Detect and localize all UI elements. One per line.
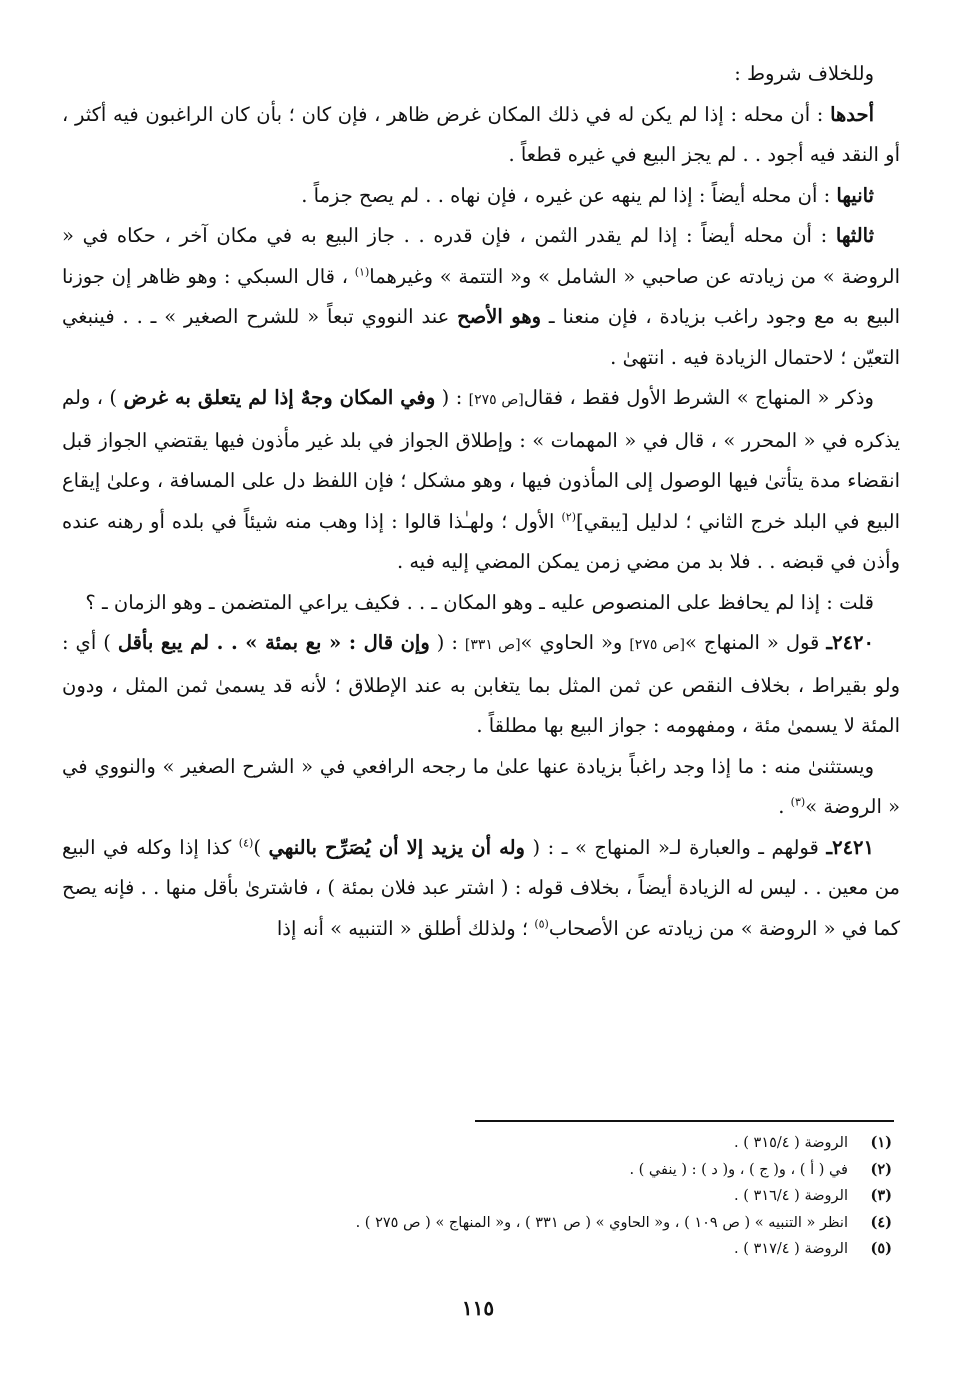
condition-text: : أن محله : إذا لم يكن له في ذلك المكان غرض ظاهر ، فإن كان ؛ بأن كان الراغبون فيه أكثر ، أو النقد فيه أجود . . لم يجز البيع في غيره قطعاً .: [62, 102, 900, 166]
footnote-item: [62, 1183, 892, 1210]
section-number: ٢٤٢١ـ: [826, 835, 874, 859]
body-text: ): [253, 835, 269, 859]
body-text: ) ، ولم يذكره في « المحرر » ، قال في « المهمات » : وإطلاق الجواز في بلد غير مأذون فيها يقتضي الجواز قبل انقضاء مدة يتأتىٰ فيها الوصول إلى المأذون فيها ، وهو مشكل ؛ فإن اللفظ دل على المسافة ، وعلىٰ إيقاع البيع في البلد خرج الثاني ؛ لدليل [يبقي]: [62, 386, 900, 533]
body-text: ) أي : ولو بقيراط ، بخلاف النقص عن ثمن المثل بما يتغابن به عند الإطلاق ؛ لأنه قد يسمىٰ ثمن المثل ، ودون المئة لا يسمىٰ مئة ، ومفهومه : جواز البيع بها مطلقاً .: [62, 631, 900, 737]
paragraph-2420: [62, 623, 900, 747]
footnote-marker: (١): [354, 265, 370, 278]
footnote-text: في ( أ ) ، و( ج ) ، و( د ) : ( ينفي ) .: [629, 1161, 848, 1178]
condition-text: : أن محله أيضاً : إذا لم يقدر الثمن ، فإن قدره . . جاز البيع به في مكان آخر ، حكاه في « الروضة » من زيادته عن صاحبي « الشامل » و« التتمة » وغيرهما: [62, 224, 900, 288]
page-reference: [ص ٣٣١]: [464, 637, 521, 653]
condition-label: أحدها: [830, 102, 874, 126]
footnote-divider: [475, 1120, 894, 1122]
intro-text: وللخلاف شروط :: [734, 62, 874, 85]
footnote-number: (٤): [870, 1213, 892, 1231]
paragraph-exception: [62, 747, 900, 828]
paragraph-third-condition: [62, 216, 900, 378]
paragraph-intro: [62, 54, 900, 95]
body-text: قولهم ـ والعبارة لـ« المنهاج » ـ : (: [524, 835, 827, 859]
footnote-item: [62, 1210, 892, 1237]
footnotes: [62, 1130, 892, 1263]
paragraph-minhaj-note: [62, 378, 900, 583]
footnote-text: انظر « التنبيه » ( ص ١٠٩ ) ، و« الحاوي » ( ص ٣٣١ ) ، و« المنهاج » ( ص ٢٧٥ ) .: [355, 1214, 848, 1231]
body-text: ويستثنىٰ منه : ما إذا وجد راغباً بزيادة عنها علىٰ ما رجحه الرافعي في « الشرح الصغير » والنووي في « الروضة »: [62, 754, 900, 818]
body-text: و« الحاوي »: [520, 631, 630, 654]
body-text: : (: [435, 386, 469, 409]
body-text: كذا إذا وكله في البيع من معين . . ليس له الزيادة أيضاً ، بخلاف قوله : ( اشتر عبد فلان بمئة ) ، فاشترىٰ بأقل منها . . فإنه يصح كما في « الروضة » من زيادته عن الأصحاب: [62, 835, 900, 940]
quoted-text: وله أن يزيد إلا أن يُصَرِّح بالنهي: [268, 835, 525, 859]
footnote-number: (٣): [870, 1187, 892, 1204]
paragraph-first-condition: [62, 95, 900, 176]
footnote-marker: (٢): [561, 510, 576, 523]
body-text: .: [778, 795, 791, 818]
quoted-text: وإن قال : « بع بمئة » . . لم يبع بأقل: [117, 631, 430, 654]
footnote-number: (١): [870, 1134, 892, 1151]
condition-text: عند النووي تبعاً « للشرح الصغير » ـ . . فينبغي التعيّن ؛ لاحتمال الزيادة فيه . انتهىٰ .: [62, 305, 900, 369]
footnote-text: الروضة ( ٣١٧/٤ ) .: [734, 1241, 848, 1257]
condition-label: ثالثها: [835, 224, 874, 247]
page-reference: [ص ٢٧٥]: [629, 637, 685, 653]
footnote-item: [62, 1157, 892, 1184]
condition-text: : أن محله أيضاً : إذا لم ينهه عن غيره ، فإن نهاه . . لم يصح جزماً .: [301, 183, 837, 207]
body-text: الأول ؛ ولهـٰذا قالوا : إذا وهب منه شيئاً في بلده أو رهنه عنده وأذن في قبضه . . فلا بد من مضي زمن يمكن المضي إليه فيه .: [62, 509, 900, 573]
body-text: قول « المنهاج »: [684, 631, 827, 654]
body-text: : (: [429, 631, 465, 654]
condition-label: ثانيها: [836, 183, 874, 207]
body-text: قلت : إذا لم يحافظ على المنصوص عليه ـ وهو المكان ـ . . فكيف يراعي المتضمن ـ وهو الزمان ـ ؟: [85, 590, 874, 614]
paragraph-qultu: [62, 583, 900, 624]
footnote-text: الروضة ( ٣١٦/٤ ) .: [734, 1188, 848, 1204]
page-reference: [ص ٢٧٥]: [468, 392, 524, 408]
footnote-marker: (٥): [534, 917, 549, 930]
footnote-item: [62, 1130, 892, 1157]
paragraph-second-condition: [62, 176, 900, 217]
main-text: [62, 54, 900, 949]
footnote-number: (٢): [870, 1160, 892, 1178]
footnote-text: الروضة ( ٣١٥/٤ ) .: [734, 1135, 848, 1151]
footnote-number: (٥): [870, 1240, 892, 1257]
emphasis-text: وهو الأصح: [457, 305, 542, 328]
condition-text: ، قال السبكي : وهو ظاهر إن جوزنا البيع به مع وجود راغب بزيادة ، فإن منعنا ـ: [62, 264, 900, 328]
quoted-text: وفي المكان وجهٌ إذا لم يتعلق به غرض: [123, 386, 436, 409]
section-number: ٢٤٢٠ـ: [826, 631, 874, 654]
page-number: ١١٥: [461, 1296, 495, 1320]
paragraph-2421: [62, 828, 900, 950]
body-text: وذكر « المنهاج » الشرط الأول فقط ، فقال: [523, 386, 874, 409]
footnote-marker: (٤): [238, 836, 254, 849]
body-text: ؛ ولذلك أطلق « التنبيه » أنه إذا: [276, 916, 535, 940]
footnote-marker: (٣): [790, 795, 806, 809]
footnote-item: [62, 1236, 892, 1263]
